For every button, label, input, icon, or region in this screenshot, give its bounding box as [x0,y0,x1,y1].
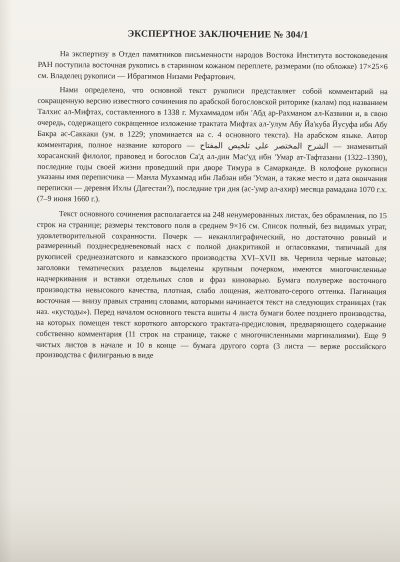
paragraph-description: Текст основного сочинения располагается на 248 ненумерованных листах, без обрамления, по 15 строк на странице; размеры текстового поля в среднем 9×16 см. Список полный, без видимых утрат, удовлетворительной сохранности. Почерк — неканллиграфический, но достаточно ровный и размеренный позднесредневековый насх с полной диакритикой и огласовками, типичный для рукописей среднеазиатского и кавказского производства XVI–XVII вв. Чернила черные матовые; заголовки тематических разделов выделены крупным почерком, имеются многочисленные надчеркивания и вставки отдельных слов и фраз киноварью. Бумага полуверже восточного производства невысокого качества, плотная, слабо лощеная, желтовато-серого оттенка. Пагинация восточная — внизу правых страниц словами, которыми начинается текст на следующих страницах (так наз. «кустоды»). Перед началом основного текста вшиты 4 листа бумаги более позднего производства, на которых помещен текст короткого авторского трактата-предисловия, предваряющего содержание собственно комментария (11 строк на странице, также с многочисленными маргиналиями). Еще 9 чистых листов в начале и 10 в конце — бумага другого сорта (3 листа — верже российского производства с филигранью в виде [35,208,387,361]
document-title: ЭКСПЕРТНОЕ ЗАКЛЮЧЕНИЕ № 304/1 [127,28,309,41]
page-edge-shadow [0,0,12,562]
document-sheet [36,28,388,367]
paragraph-attribution: Нами определено, что основной текст рукописи представляет собой комментарий на сокращенную версию известного сочинения по арабской богословской риторике (калам) под названием Талхис ал-Мифтах, составленного в 1338 г. Мухаммадом ибн 'Абд ар-Рахманом ал-Казвини и, в свою очередь, содержащего сокращенное изложение трактата Мифтах ал-'улум Абу Йа'куба Йусуфа ибн Абу Бакра ас-Саккаки (ум. в 1229; упоминается на с. 4 основного текста). На арабском языке. Автор комментария, полное название которого — الشرح المختصر على تلخيص المفتاح — знаменитый хорасанский филолог, правовед и богослов Са'д ал-дин Мас'уд ибн 'Умар ат-Тафтазани (1322–1390), последние годы своей жизни проведший при дворе Тимура в Самарканде. В колофоне рукописи указаны имя переписчика — Манла Мухаммад ибн Лабзан ибн 'Усман, а также место и дата окончания переписки — деревня Ихлы (Дагестан?), последние три дня (ас-'умр ал-ахир) месяца рамадана 1070 г.х. (7–9 июня 1660 г.). [36,85,388,204]
paragraph-intro: На экспертизу в Отдел памятников письменности народов Востока Института востоковедения РАН поступила восточная рукопись в старинном кожаном переплете, размерами (по обложке) 17×25×6 см. Владелец рукописи — Ибрагимов Низами Рефартович. [37,49,388,82]
paper-fold-shadow [0,498,400,562]
